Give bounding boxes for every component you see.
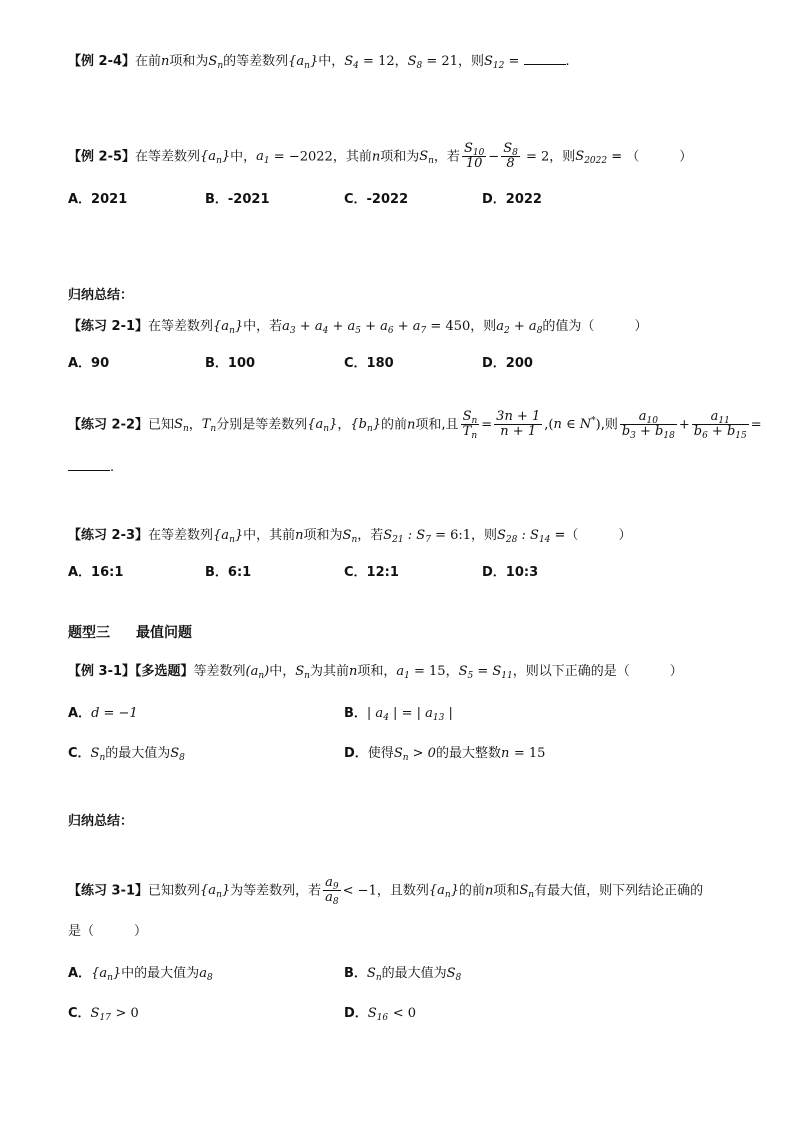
practice-3-1: 【练习 3-1】已知数列$\{a_n\}$为等差数列，若 $\frac{a_9}{a_8}$ < −1，且数列$\{a_n\}$的前n项和$S_n$有最大值，则下列结论正确的 xyxy=(68,875,704,908)
option-label: D． xyxy=(344,746,368,761)
practice-tag: 【练习 2-1】 xyxy=(68,319,149,334)
option-b[interactable]: B．100 xyxy=(205,356,256,371)
option-label: A． xyxy=(68,966,92,981)
text: 中， xyxy=(318,54,345,69)
answer-blank[interactable] xyxy=(524,64,566,65)
option-b[interactable]: B．6:1 xyxy=(205,565,252,580)
fraction-num: 3n + 1 xyxy=(496,409,541,424)
text: ） xyxy=(618,528,632,543)
fraction: $\frac{S_8}{8}$ xyxy=(503,141,518,172)
text: 项和为 xyxy=(169,54,209,69)
text: ，其前 xyxy=(332,149,372,165)
fraction: $\frac{a_{10}}{b_3 + b_{18}}$ xyxy=(621,409,675,442)
option-label: D． xyxy=(344,1006,368,1021)
text: . xyxy=(110,460,115,475)
text: . xyxy=(565,54,570,69)
text: 是（ xyxy=(68,924,95,939)
text: ） xyxy=(669,664,683,679)
fraction: $\frac{S_n}{T_n}$ xyxy=(462,409,478,442)
math-text: = −2022 xyxy=(273,149,333,165)
text: 已知 xyxy=(148,417,175,433)
math-text: > 0 xyxy=(115,1006,139,1021)
fraction-den: n + 1 xyxy=(500,424,537,440)
example-3-1: 【例 3-1】【多选题】等差数列$(a_n)$中，$S_n$为其前n项和，$a_1 = 15$，$S_5 = S_{11}$，则以下正确的是（ ） xyxy=(68,664,683,681)
option-c[interactable]: C．$S_{17} > 0$ xyxy=(68,1006,139,1023)
example-tag: 【例 3-1】【多选题】 xyxy=(68,664,194,679)
summary-label: 归纳总结： xyxy=(68,288,134,303)
example-tag: 【例 2-4】 xyxy=(68,54,136,69)
text: 中，其前 xyxy=(243,528,296,543)
option-b[interactable]: B．| $a_4$ | = | $a_{13}$ | xyxy=(344,706,453,723)
option-d[interactable]: D．200 xyxy=(482,356,533,371)
text: 等差数列 xyxy=(193,664,246,679)
option-c[interactable]: C．-2022 xyxy=(344,192,409,207)
option-b[interactable]: B．$S_n$的最大值为$S_8$ xyxy=(344,966,462,983)
text: 有最大值，则下列结论正确的 xyxy=(534,883,704,899)
section-heading xyxy=(68,622,192,642)
practice-2-2: 【练习 2-2】已知$S_n$，$T_n$分别是等差数列$\{a_n\}$，$\{b_n\}$的前n项和,且 $\frac{S_n}{T_n}$ = $\frac{3n + 1}{n + 1}$ ,(n ∈ N*),则 $\frac{a_{10}}{b_3 + b_{18}}$ + $\frac{a_{11}}{b_6 + b_{15}}$ = xyxy=(68,409,762,442)
option-c[interactable]: C．180 xyxy=(344,356,394,371)
text: 中，若 xyxy=(243,319,283,334)
fraction xyxy=(494,410,542,440)
text: 在等差数列 xyxy=(148,528,214,543)
text: ， xyxy=(188,417,202,433)
math-text: = xyxy=(508,54,520,69)
section-label: 题型三 xyxy=(68,625,110,641)
text: 项和 xyxy=(493,883,520,899)
text: ，则以下正确的是（ xyxy=(512,664,630,679)
text: 为其前 xyxy=(309,664,349,679)
text: ,则 xyxy=(600,417,618,433)
text: 已知数列 xyxy=(148,883,201,899)
math-text: d = −1 xyxy=(91,706,138,721)
practice-tag: 【练习 3-1】 xyxy=(68,883,149,899)
text: 项和， xyxy=(357,664,397,679)
option-a[interactable]: A．$\{a_n\}$中的最大值为$a_8$ xyxy=(68,966,213,983)
practice-2-1: 【练习 2-1】在等差数列$\{a_n\}$中，若$a_3 + a_4 + a_5 + a_6 + a_7 = 450$，则$a_2 + a_8$的值为（ ） xyxy=(68,319,648,336)
math-text: = 6:1，则 xyxy=(435,528,498,543)
text: 项和为 xyxy=(380,149,420,165)
fraction-den: 10 xyxy=(465,156,483,172)
text: 中的最大值为 xyxy=(121,966,200,981)
option-a[interactable]: A．16:1 xyxy=(68,565,124,580)
example-tag: 【例 2-5】 xyxy=(68,149,136,165)
fraction: $\frac{S_{10}}{10}$ xyxy=(463,141,485,172)
text: 在等差数列 xyxy=(135,149,201,165)
practice-2-3: 【练习 2-3】在等差数列$\{a_n\}$中，其前n项和为$S_n$，若$S_{21}$ : $S_7$ = 6:1，则$S_{28}$ : $S_{14}$ =（ ） xyxy=(68,528,632,545)
option-d[interactable]: D．10:3 xyxy=(482,565,539,580)
text: ，若 xyxy=(433,149,460,165)
math-text: < 0 xyxy=(392,1006,416,1021)
option-label: A． xyxy=(68,706,92,721)
fraction: $\frac{a_9}{a_8}$ xyxy=(325,875,339,908)
text: 的前 xyxy=(458,883,485,899)
text: ） xyxy=(634,319,648,334)
math-text: = 450，则 xyxy=(430,319,497,334)
option-a[interactable]: A．2021 xyxy=(68,192,128,207)
math-text: = xyxy=(750,417,762,433)
math-text: ,( xyxy=(544,417,554,433)
text: 分别是等差数列 xyxy=(216,417,308,433)
practice-2-2-answer-line xyxy=(68,460,114,475)
text: 的最大值为 xyxy=(381,966,447,981)
text: 项和,且 xyxy=(415,417,459,433)
text: 使得 xyxy=(367,746,394,761)
practice-tag: 【练习 2-2】 xyxy=(68,417,149,433)
option-d[interactable]: D．$S_{16} < 0$ xyxy=(344,1006,416,1023)
option-label: C． xyxy=(68,1006,91,1021)
option-label: B． xyxy=(344,706,367,721)
text: 的最大整数 xyxy=(435,746,501,761)
text: 中， xyxy=(230,149,257,165)
option-c[interactable]: C．$S_n$的最大值为$S_8$ xyxy=(68,746,185,763)
option-a[interactable]: A．90 xyxy=(68,356,110,371)
option-d[interactable]: D．使得$S_n > 0$的最大整数n = 15 xyxy=(344,746,546,763)
text: 中， xyxy=(269,664,296,679)
practice-3-1-line2 xyxy=(68,920,147,939)
text: ） xyxy=(679,149,693,165)
text: 在等差数列 xyxy=(148,319,214,334)
answer-blank[interactable] xyxy=(68,470,110,471)
example-2-5: 【例 2-5】在等差数列$\{a_n\}$中，$a_1 = -2022$，其前n项和为$S_n$，若 $\frac{S_{10}}{10}$ − $\frac{S_8}{8}$ = 2，则$S_{2022}$ = （ ） xyxy=(68,141,693,172)
example-2-4: 【例 2-4】在前n项和为$S_n$的等差数列$\{a_n\}$中，$S_4 = 12$，$S_8 = 21$，则$S_{12}$ = . xyxy=(68,54,570,71)
math-text: < −1，且数列 xyxy=(342,883,429,899)
option-label: C． xyxy=(68,746,91,761)
fraction-den: 8 xyxy=(506,156,515,172)
option-a[interactable] xyxy=(68,702,138,721)
text: 在前 xyxy=(135,54,162,69)
text: 项和为 xyxy=(303,528,343,543)
text: ） xyxy=(134,924,148,939)
option-d[interactable]: D．2022 xyxy=(482,192,542,207)
text: 的值为（ xyxy=(542,319,595,334)
text: ， xyxy=(337,417,351,433)
text: =（ xyxy=(554,528,579,543)
option-c[interactable]: C．12:1 xyxy=(344,565,399,580)
section-title: 最值问题 xyxy=(136,625,192,641)
text: 的等差数列 xyxy=(223,54,289,69)
text: 的最大值为 xyxy=(105,746,171,761)
math-text: ) xyxy=(595,417,601,433)
text: ，若 xyxy=(357,528,384,543)
option-label: B． xyxy=(344,966,367,981)
summary-label: 归纳总结： xyxy=(68,814,134,829)
text: = （ xyxy=(611,149,640,165)
math-text: = 15 xyxy=(513,746,546,761)
text: 的前 xyxy=(381,417,408,433)
option-b[interactable]: B．-2021 xyxy=(205,192,270,207)
math-text: = 15， xyxy=(414,664,459,679)
fraction: $\frac{a_{11}}{b_6 + b_{15}}$ xyxy=(693,409,747,442)
math-text: = 12， xyxy=(363,54,408,69)
math-text: = 2，则 xyxy=(525,149,576,165)
text: 为等差数列，若 xyxy=(230,883,322,899)
math-text: = 21，则 xyxy=(426,54,484,69)
practice-tag: 【练习 2-3】 xyxy=(68,528,149,543)
